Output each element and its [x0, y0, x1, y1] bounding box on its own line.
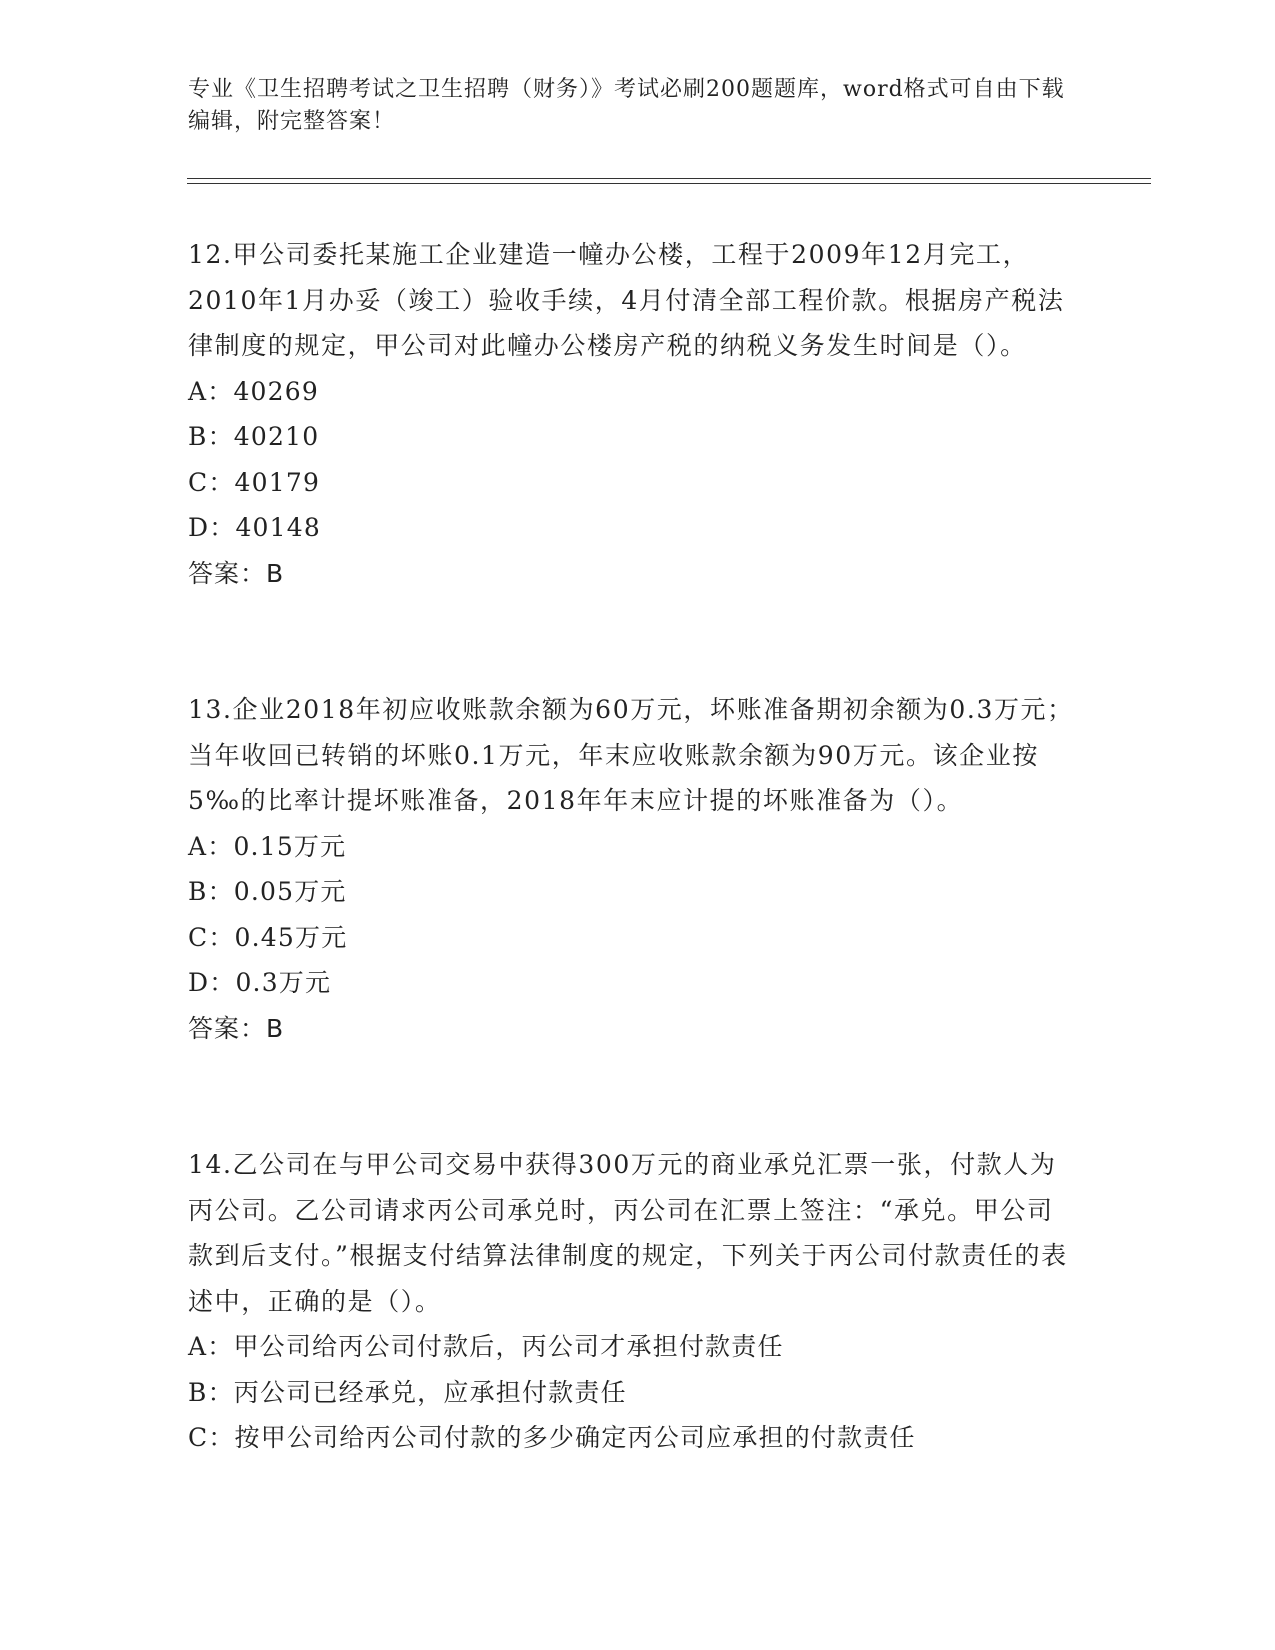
option-b: B：0.05万元	[188, 877, 347, 906]
question-stem: 13.企业2018年初应收账款余额为60万元，坏账准备期初余额为0.3万元；当年收回已转销的坏账0.1万元，年末应收账款余额为90万元。该企业按5‰的比率计提坏账准备，2018年年末应计提的坏账准备为（）。	[188, 695, 1074, 815]
question-stem: 14.乙公司在与甲公司交易中获得300万元的商业承兑汇票一张，付款人为丙公司。乙公司请求丙公司承兑时，丙公司在汇票上签注：“承兑。甲公司款到后支付。”根据支付结算法律制度的规定，下列关于丙公司付款责任的表述中，正确的是（）。	[188, 1150, 1068, 1316]
header-divider-bottom	[187, 183, 1151, 184]
document-header: 专业《卫生招聘考试之卫生招聘（财务）》考试必刷200题题库，word格式可自由下载编辑，附完整答案！	[188, 77, 1065, 134]
question-12	[188, 232, 1078, 596]
option-a: A：40269	[188, 376, 319, 406]
option-c: C：40179	[188, 467, 321, 497]
option-list	[188, 369, 1078, 551]
question-14	[188, 1142, 1078, 1461]
option-b: B：丙公司已经承兑，应承担付款责任	[188, 1377, 627, 1407]
option-b: B：40210	[188, 422, 320, 451]
question-stem: 12.甲公司委托某施工企业建造一幢办公楼，工程于2009年12月完工，2010年1月办妥（竣工）验收手续，4月付清全部工程价款。根据房产税法律制度的规定，甲公司对此幢办公楼房产税的纳税义务发生时间是（）。	[188, 240, 1065, 360]
option-c: C：0.45万元	[188, 922, 348, 952]
option-list	[188, 1324, 1078, 1461]
header-divider-top	[187, 178, 1151, 179]
option-a: A：甲公司给丙公司付款后，丙公司才承担付款责任	[188, 1332, 784, 1361]
answer-label: 答案：B	[188, 1013, 285, 1043]
answer-label: 答案：B	[188, 558, 285, 588]
option-d: D：0.3万元	[188, 968, 332, 997]
option-d: D：40148	[188, 513, 321, 542]
question-13	[188, 687, 1078, 1051]
option-c: C：按甲公司给丙公司付款的多少确定丙公司应承担的付款责任	[188, 1423, 916, 1452]
option-a: A：0.15万元	[188, 831, 347, 861]
option-list	[188, 824, 1078, 1006]
